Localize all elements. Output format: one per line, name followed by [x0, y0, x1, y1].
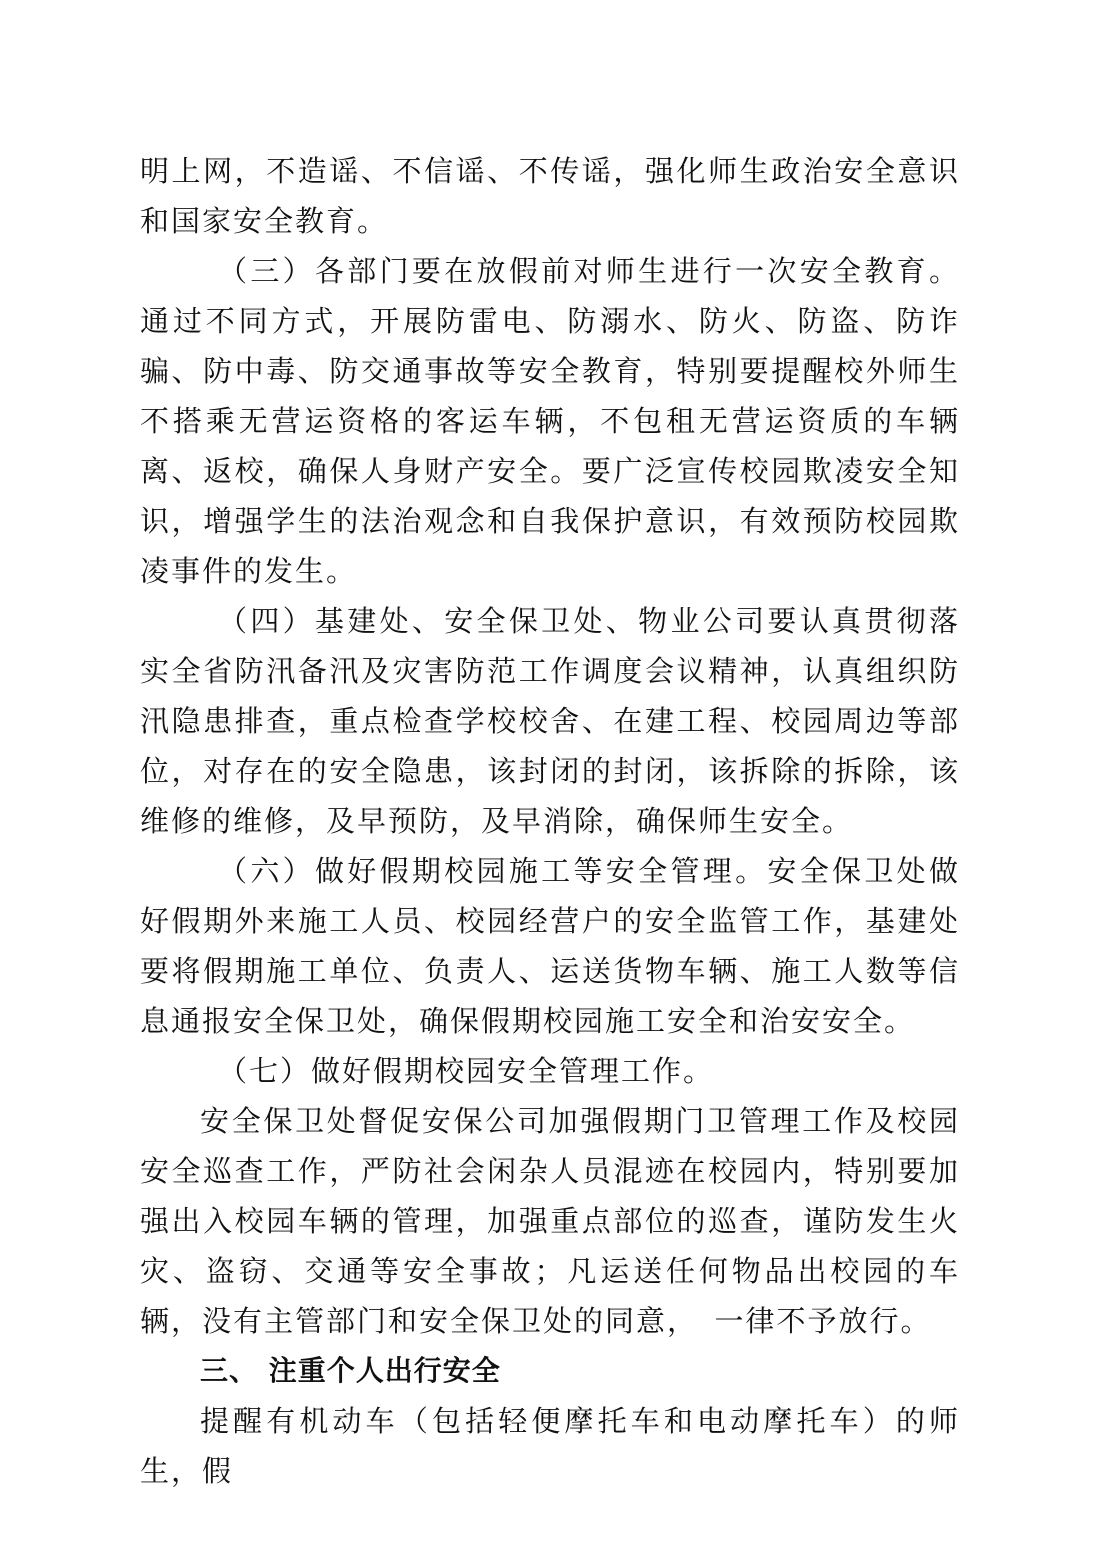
paragraph-item-seven: （七）做好假期校园安全管理工作。	[218, 1054, 715, 1088]
paragraph-continuation: 明上网，不造谣、不信谣、不传谣，强化师生政治安全意识和国家安全教育。	[140, 154, 960, 238]
paragraph-item-four: （四）基建处、安全保卫处、物业公司要认真贯彻落实全省防汛备汛及灾害防范工作调度会议精神，认真组织防汛隐患排查，重点检查学校校舍、在建工程、校园周边等部位，对存在的安全隐患，该封闭的封闭，该拆除的拆除，该维修的维修，及早预防，及早消除，确保师生安全。	[140, 604, 960, 838]
document-body	[140, 146, 960, 1496]
paragraph-item-three: （三）各部门要在放假前对师生进行一次安全教育。通过不同方式，开展防雷电、防溺水、防火、防盗、防诈骗、防中毒、防交通事故等安全教育，特别要提醒校外师生不搭乘无营运资格的客运车辆，不包租无营运资质的车辆离、返校，确保人身财产安全。要广泛宣传校园欺凌安全知识，增强学生的法治观念和自我保护意识，有效预防校园欺凌事件的发生。	[140, 254, 960, 588]
section-heading: 三、 注重个人出行安全	[200, 1354, 501, 1387]
paragraph-item-six: （六）做好假期校园施工等安全管理。安全保卫处做好假期外来施工人员、校园经营户的安全监管工作，基建处要将假期施工单位、负责人、运送货物车辆、施工人数等信息通报安全保卫处，确保假期校园施工安全和治安安全。	[140, 854, 960, 1038]
paragraph-vehicle-reminder: 提醒有机动车（包括轻便摩托车和电动摩托车）的师生，假	[140, 1404, 960, 1488]
paragraph-security-patrol: 安全保卫处督促安保公司加强假期门卫管理工作及校园安全巡查工作，严防社会闲杂人员混迹在校园内，特别要加强出入校园车辆的管理，加强重点部位的巡查，谨防发生火灾、盗窃、交通等安全事故；凡运送任何物品出校园的车辆，没有主管部门和安全保卫处的同意， 一律不予放行。	[140, 1104, 960, 1338]
